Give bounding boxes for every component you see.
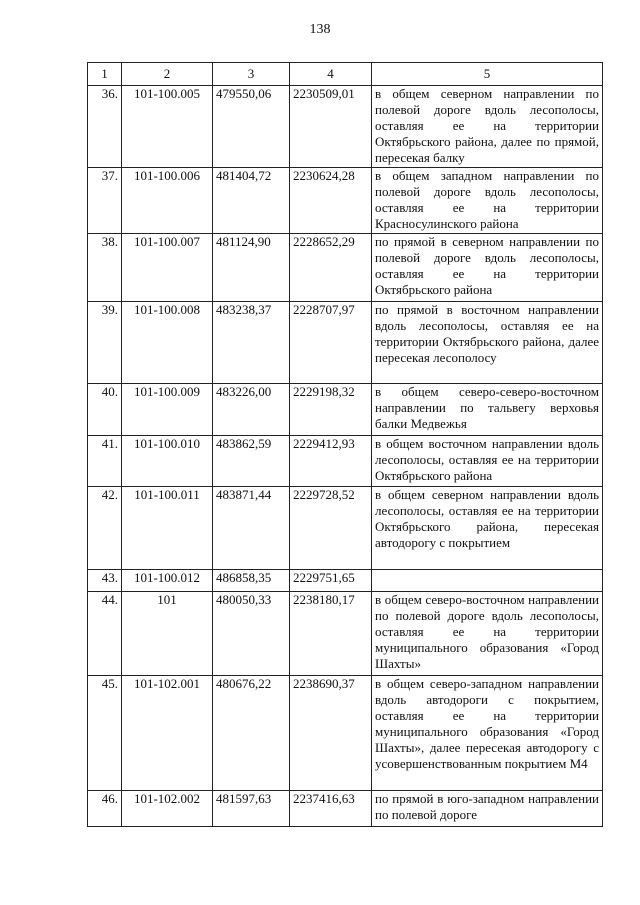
x-coordinate: 481404,72 xyxy=(213,168,290,234)
boundary-description: в общем северном направлении вдоль лесополосы, оставляя ее на территории Октябрьского района, пересекая автодорогу с покрытием xyxy=(372,487,603,570)
x-coordinate: 483871,44 xyxy=(213,487,290,570)
y-coordinate: 2228652,29 xyxy=(290,234,372,302)
row-number: 36. xyxy=(88,86,122,168)
y-coordinate: 2230509,01 xyxy=(290,86,372,168)
boundary-description: по прямой в восточном направлении вдоль лесополосы, оставляя ее на территории Октябрьского района, далее пересекая лесополосу xyxy=(372,302,603,384)
x-coordinate: 480676,22 xyxy=(213,676,290,791)
point-code: 101 xyxy=(122,592,213,676)
boundary-description: в общем северо-восточном направлении по полевой дороге вдоль лесополосы, оставляя ее на территории муниципального образования «Город Шахты» xyxy=(372,592,603,676)
point-code: 101-100.009 xyxy=(122,384,213,436)
boundary-description: по прямой в юго-западном направлении по полевой дороге xyxy=(372,791,603,827)
row-number: 38. xyxy=(88,234,122,302)
page-number: 138 xyxy=(309,22,331,37)
boundary-description: в общем западном направлении по полевой дороге вдоль лесополосы, оставляя ее на территории Красносулинского района xyxy=(372,168,603,234)
point-code: 101-100.006 xyxy=(122,168,213,234)
column-header-1: 1 xyxy=(88,63,122,86)
x-coordinate: 483862,59 xyxy=(213,436,290,487)
table-row xyxy=(88,234,603,302)
boundary-description-table xyxy=(87,62,603,827)
x-coordinate: 483226,00 xyxy=(213,384,290,436)
column-header-3: 3 xyxy=(213,63,290,86)
table-row xyxy=(88,791,603,827)
y-coordinate: 2229412,93 xyxy=(290,436,372,487)
boundary-description: в общем северо-северо-восточном направлении по тальвегу верховья балки Медвежья xyxy=(372,384,603,436)
y-coordinate: 2238180,17 xyxy=(290,592,372,676)
x-coordinate: 480050,33 xyxy=(213,592,290,676)
y-coordinate: 2229198,32 xyxy=(290,384,372,436)
row-number: 41. xyxy=(88,436,122,487)
boundary-description xyxy=(372,570,603,592)
y-coordinate: 2229751,65 xyxy=(290,570,372,592)
row-number: 43. xyxy=(88,570,122,592)
row-number: 39. xyxy=(88,302,122,384)
x-coordinate: 479550,06 xyxy=(213,86,290,168)
point-code: 101-100.008 xyxy=(122,302,213,384)
table-row xyxy=(88,570,603,592)
table-row xyxy=(88,592,603,676)
boundary-description: по прямой в северном направлении по полевой дороге вдоль лесополосы, оставляя ее на территории Октябрьского района xyxy=(372,234,603,302)
table-row xyxy=(88,302,603,384)
table-row xyxy=(88,487,603,570)
y-coordinate: 2237416,63 xyxy=(290,791,372,827)
point-code: 101-100.007 xyxy=(122,234,213,302)
column-header-4: 4 xyxy=(290,63,372,86)
point-code: 101-100.012 xyxy=(122,570,213,592)
row-number: 40. xyxy=(88,384,122,436)
x-coordinate: 483238,37 xyxy=(213,302,290,384)
y-coordinate: 2238690,37 xyxy=(290,676,372,791)
point-code: 101-102.001 xyxy=(122,676,213,791)
boundary-description: в общем северном направлении по полевой дороге вдоль лесополосы, оставляя ее на территории Октябрьского района, далее по прямой, пересекая балку xyxy=(372,86,603,168)
column-header-5: 5 xyxy=(372,63,603,86)
row-number: 37. xyxy=(88,168,122,234)
point-code: 101-100.005 xyxy=(122,86,213,168)
y-coordinate: 2230624,28 xyxy=(290,168,372,234)
x-coordinate: 481597,63 xyxy=(213,791,290,827)
row-number: 42. xyxy=(88,487,122,570)
y-coordinate: 2228707,97 xyxy=(290,302,372,384)
point-code: 101-100.010 xyxy=(122,436,213,487)
table-row xyxy=(88,436,603,487)
table-row xyxy=(88,676,603,791)
table-row xyxy=(88,384,603,436)
row-number: 44. xyxy=(88,592,122,676)
x-coordinate: 481124,90 xyxy=(213,234,290,302)
table-row xyxy=(88,168,603,234)
x-coordinate: 486858,35 xyxy=(213,570,290,592)
y-coordinate: 2229728,52 xyxy=(290,487,372,570)
table-header-row xyxy=(88,63,603,86)
point-code: 101-100.011 xyxy=(122,487,213,570)
row-number: 46. xyxy=(88,791,122,827)
boundary-description: в общем северо-западном направлении вдоль автодороги с покрытием, оставляя ее на территории муниципального образования «Город Шахты», далее пересекая автодорогу с усовершенствованным покрытием М4 xyxy=(372,676,603,791)
boundary-description: в общем восточном направлении вдоль лесополосы, оставляя ее на территории Октябрьского района xyxy=(372,436,603,487)
table-row xyxy=(88,86,603,168)
column-header-2: 2 xyxy=(122,63,213,86)
row-number: 45. xyxy=(88,676,122,791)
point-code: 101-102.002 xyxy=(122,791,213,827)
